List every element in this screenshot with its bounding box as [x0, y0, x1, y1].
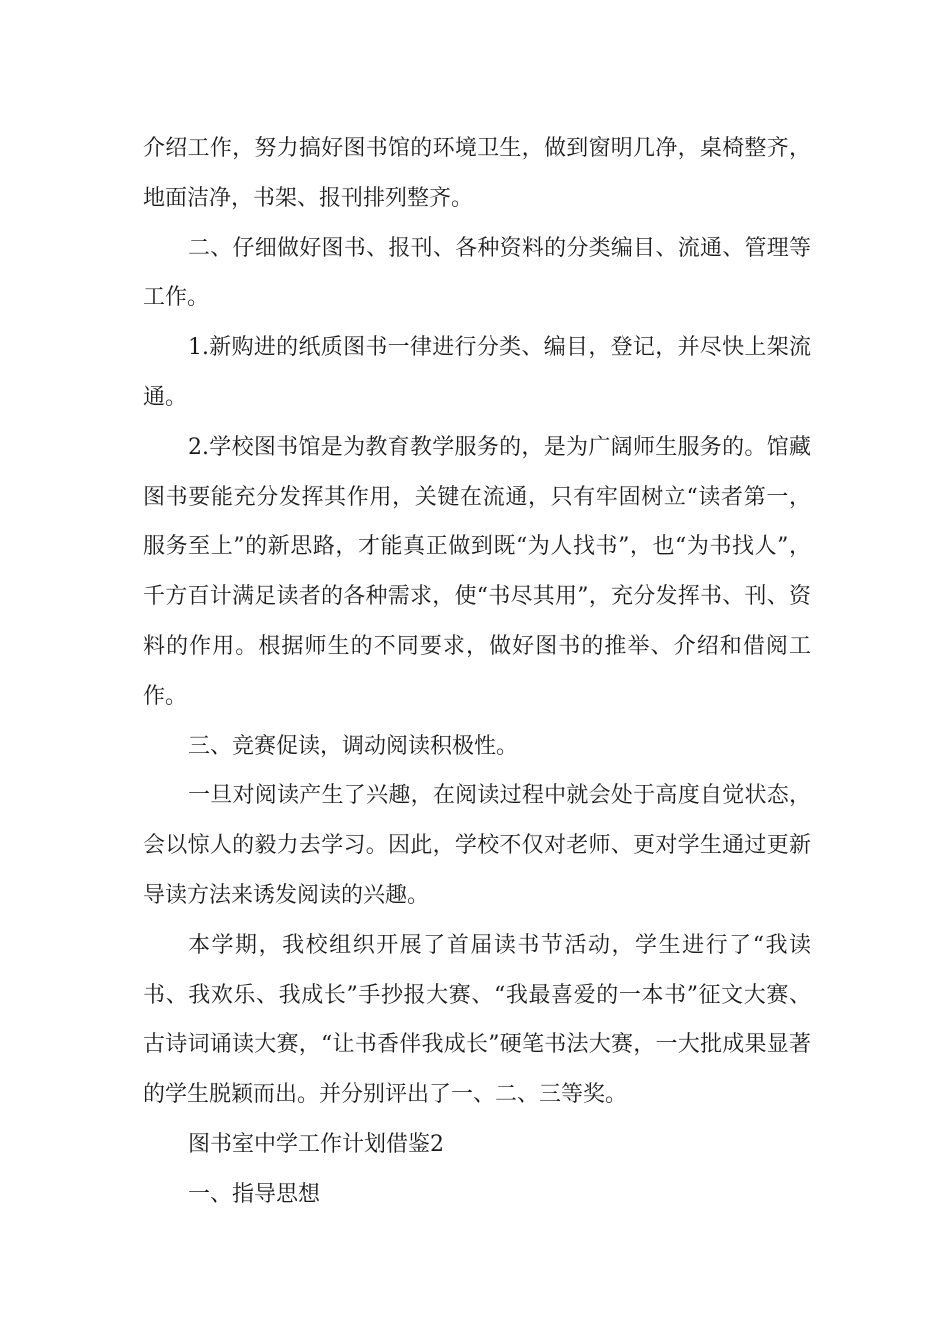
section-heading-one: 一、指导思想 — [188, 1181, 321, 1207]
document-subtitle: 图书室中学工作计划借鉴2 — [188, 1131, 444, 1157]
paragraph-continued-intro: 介绍工作，努力搞好图书馆的环境卫生，做到窗明几净，桌椅整齐，地面洁净，书架、报刊排列整齐。 — [143, 136, 811, 211]
paragraph-reading-interest: 一旦对阅读产生了兴趣，在阅读过程中就会处于高度自觉状态，会以惊人的毅力去学习。因此，学校不仅对老师、更对学生通过更新导读方法来诱发阅读的兴趣。 — [143, 783, 811, 908]
document-body — [143, 124, 811, 1220]
paragraph-reading-festival: 本学期，我校组织开展了首届读书节活动，学生进行了“我读书、我欢乐、我成长”手抄报大赛、“我最喜爱的一本书”征文大赛、古诗词诵读大赛，“让书香伴我成长”硬笔书法大赛，一大批成果显著的学生脱颖而出。并分别评出了一、二、三等奖。 — [143, 932, 811, 1108]
list-item-1: 1.新购进的纸质图书一律进行分类、编目，登记，并尽快上架流通。 — [143, 335, 811, 410]
list-item-2: 2.学校图书馆是为教育教学服务的，是为广阔师生服务的。馆藏图书要能充分发挥其作用，关键在流通，只有牢固树立“读者第一，服务至上”的新思路，才能真正做到既“为人找书”，也“为书找人”，千方百计满足读者的各种需求，使“书尽其用”，充分发挥书、刊、资料的作用。根据师生的不同要求，做好图书的推举、介绍和借阅工作。 — [143, 434, 811, 709]
section-heading-three: 三、竞赛促读，调动阅读积极性。 — [188, 733, 519, 759]
section-heading-two: 二、仔细做好图书、报刊、各种资料的分类编目、流通、管理等工作。 — [143, 235, 811, 311]
